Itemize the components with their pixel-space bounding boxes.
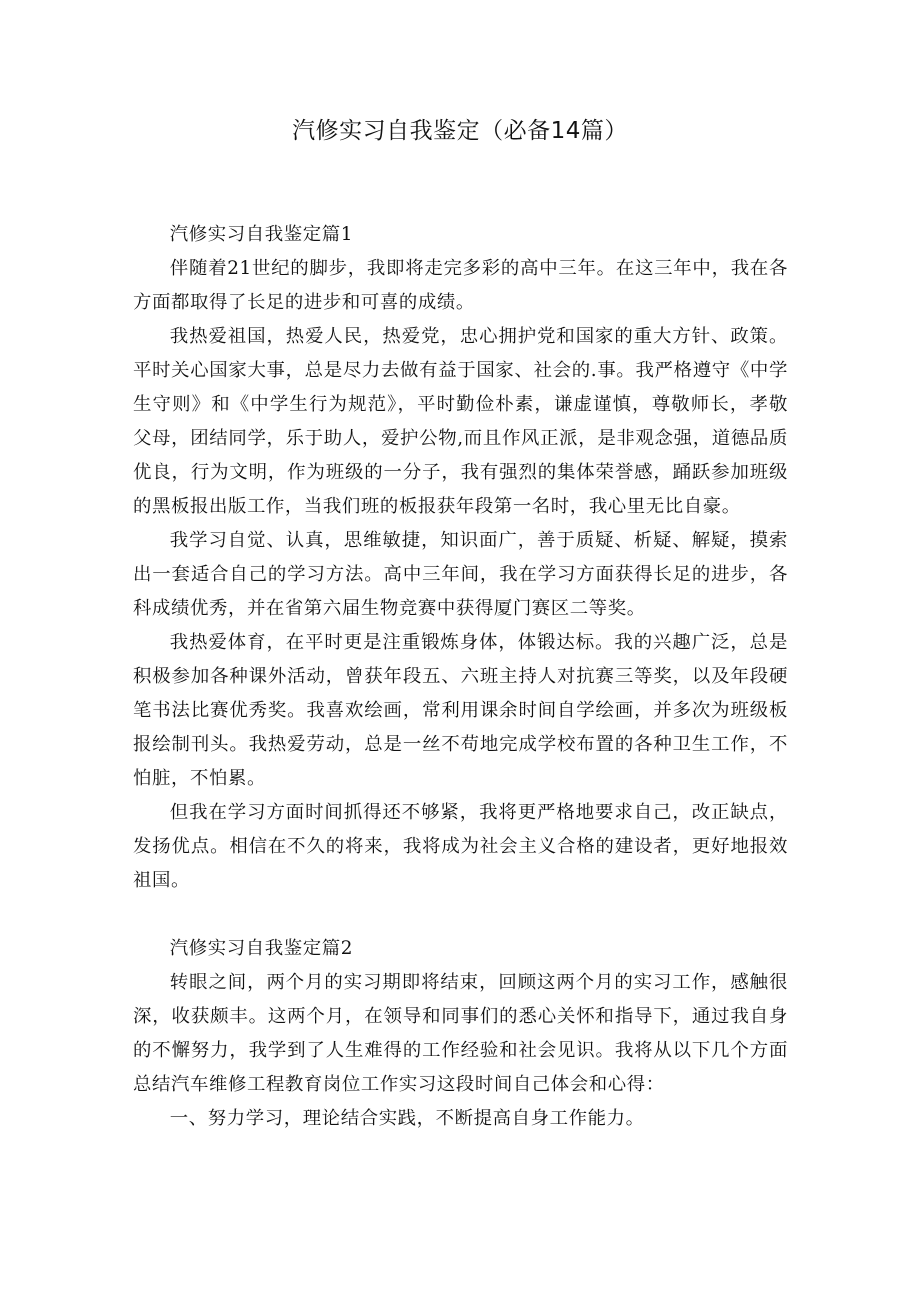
document-body [133, 218, 788, 1136]
paragraph: 一、努力学习，理论结合实践，不断提高自身工作能力。 [169, 1108, 645, 1129]
document-title: 汽修实习自我鉴定（必备14篇） [292, 118, 628, 144]
paragraph: 我热爱祖国，热爱人民，热爱党，忠心拥护党和国家的重大方针、政策。平时关心国家大事，总是尽力去做有益于国家、社会的.事。我严格遵守《中学生守则》和《中学生行为规范》，平时勤俭朴素，谦虚谨慎，尊敬师长，孝敬父母，团结同学，乐于助人，爱护公物,而且作风正派，是非观念强，道德品质优良，行为文明，作为班级的一分子，我有强烈的集体荣誉感，踊跃参加班级的黑板报出版工作，当我们班的板报获年段第一名时，我心里无比自豪。 [133, 326, 788, 517]
paragraph: 伴随着21世纪的脚步，我即将走完多彩的高中三年。在这三年中，我在各方面都取得了长足的进步和可喜的成绩。 [133, 258, 788, 313]
section-spacer [133, 898, 788, 932]
paragraph: 我学习自觉、认真，思维敏捷，知识面广，善于质疑、析疑、解疑，摸索出一套适合自己的学习方法。高中三年间，我在学习方面获得长足的进步，各科成绩优秀，并在省第六届生物竞赛中获得厦门赛区二等奖。 [133, 530, 788, 619]
paragraph: 我热爱体育，在平时更是注重锻炼身体，体锻达标。我的兴趣广泛，总是积极参加各种课外活动，曾获年段五、六班主持人对抗赛三等奖，以及年段硬笔书法比赛优秀奖。我喜欢绘画，常利用课余时间自学绘画，并多次为班级板报绘制刊头。我热爱劳动，总是一丝不苟地完成学校布置的各种卫生工作，不怕脏，不怕累。 [133, 632, 788, 789]
section-heading: 汽修实习自我鉴定篇1 [169, 224, 354, 245]
section-2 [133, 932, 788, 1136]
paragraph: 但我在学习方面时间抓得还不够紧，我将更严格地要求自己，改正缺点，发扬优点。相信在不久的将来，我将成为社会主义合格的建设者，更好地报效祖国。 [133, 802, 788, 891]
paragraph: 转眼之间，两个月的实习期即将结束，回顾这两个月的实习工作，感触很深，收获颇丰。这两个月，在领导和同事们的悉心关怀和指导下，通过我自身的不懈努力，我学到了人生难得的工作经验和社会见识。我将从以下几个方面总结汽车维修工程教育岗位工作实习这段时间自己体会和心得： [133, 972, 788, 1095]
section-1 [133, 218, 788, 898]
section-heading: 汽修实习自我鉴定篇2 [169, 938, 354, 959]
